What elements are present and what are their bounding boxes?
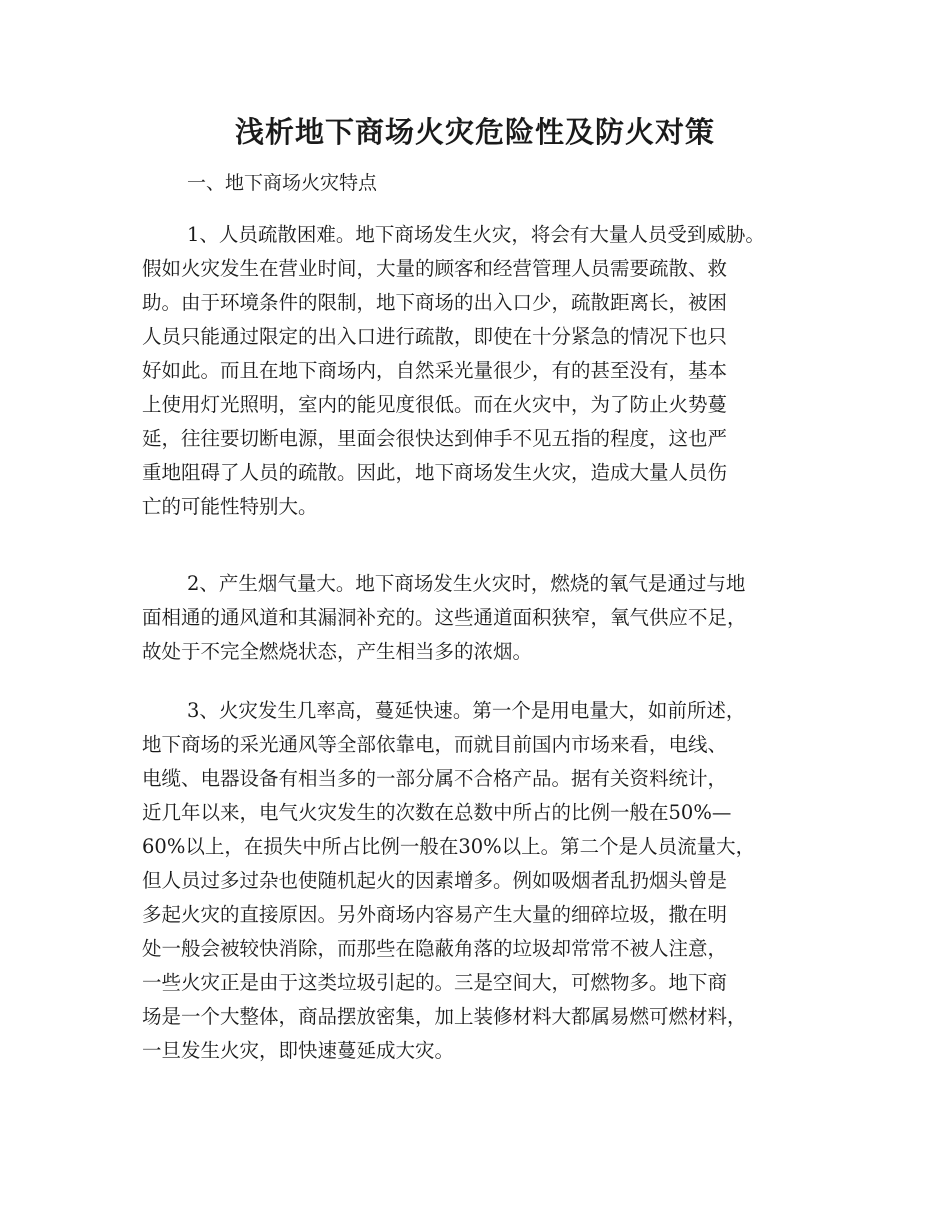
paragraph-line: 1、人员疏散困难。地下商场发生火灾，将会有大量人员受到威胁。 xyxy=(187,223,765,246)
paragraph-line: 人员只能通过限定的出入口进行疏散，即使在十分紧急的情况下也只 xyxy=(142,325,728,348)
paragraph-line: 好如此。而且在地下商场内，自然采光量很少，有的甚至没有，基本 xyxy=(142,359,728,382)
paragraph-line: 多起火灾的直接原因。另外商场内容易产生大量的细碎垃圾，撒在明 xyxy=(142,903,728,926)
paragraph-line: 假如火灾发生在营业时间，大量的顾客和经营管理人员需要疏散、救 xyxy=(142,257,728,280)
paragraph-3 xyxy=(142,694,822,1068)
paragraph-line: 延，往往要切断电源，里面会很快达到伸手不见五指的程度，这也严 xyxy=(142,427,728,450)
paragraph-line: 3、火灾发生几率高，蔓延快速。第一个是用电量大，如前所述， xyxy=(187,699,746,722)
paragraph-line: 助。由于环境条件的限制，地下商场的出入口少，疏散距离长，被困 xyxy=(142,291,728,314)
paragraph-line: 上使用灯光照明，室内的能见度很低。而在火灾中，为了防止火势蔓 xyxy=(142,393,728,416)
paragraph-line: 亡的可能性特别大。 xyxy=(142,495,318,518)
paragraph-1 xyxy=(142,218,822,524)
paragraph-line: 60%以上，在损失中所占比例一般在30%以上。第二个是人员流量大， xyxy=(142,835,756,858)
paragraph-line: 面相通的通风道和其漏洞补充的。这些通道面积狭窄，氧气供应不足， xyxy=(142,606,747,629)
section-heading: 一、地下商场火灾特点 xyxy=(187,172,378,194)
paragraph-line: 重地阻碍了人员的疏散。因此，地下商场发生火灾，造成大量人员伤 xyxy=(142,461,728,484)
paragraph-line: 一些火灾正是由于这类垃圾引起的。三是空间大，可燃物多。地下商 xyxy=(142,971,728,994)
paragraph-2 xyxy=(142,567,822,669)
paragraph-line: 地下商场的采光通风等全部依靠电，而就目前国内市场来看，电线、 xyxy=(142,733,728,756)
paragraph-line: 一旦发生火灾，即快速蔓延成大灾。 xyxy=(142,1039,455,1062)
document-title: 浅析地下商场火灾危险性及防火对策 xyxy=(234,115,715,149)
paragraph-line: 但人员过多过杂也使随机起火的因素增多。例如吸烟者乱扔烟头曾是 xyxy=(142,869,728,892)
paragraph-line: 故处于不完全燃烧状态，产生相当多的浓烟。 xyxy=(142,640,533,663)
paragraph-line: 场是一个大整体，商品摆放密集，加上装修材料大都属易燃可燃材料， xyxy=(142,1005,747,1028)
paragraph-line: 电缆、电器设备有相当多的一部分属不合格产品。据有关资料统计， xyxy=(142,767,728,790)
paragraph-line: 处一般会被较快消除，而那些在隐蔽角落的垃圾却常常不被人注意， xyxy=(142,937,728,960)
paragraph-line: 2、产生烟气量大。地下商场发生火灾时，燃烧的氧气是通过与地 xyxy=(187,572,746,595)
paragraph-line: 近几年以来，电气火灾发生的次数在总数中所占的比例一般在50%— xyxy=(142,801,732,824)
